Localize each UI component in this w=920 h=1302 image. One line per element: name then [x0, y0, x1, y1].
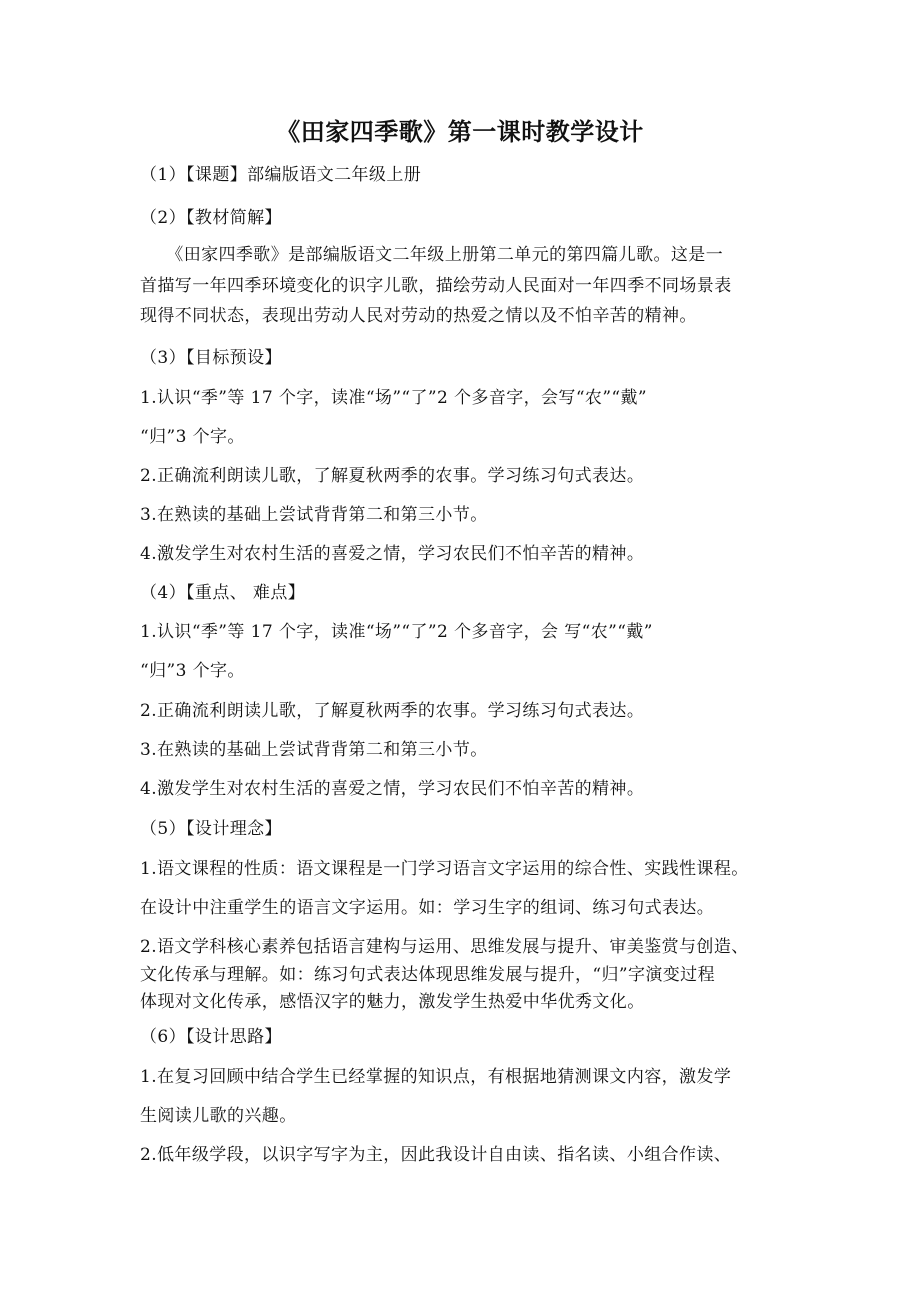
section-heading-material: （2）【教材简解】 [140, 208, 282, 228]
intro-line: 现得不同状态，表现出劳动人民对劳动的热爱之情以及不怕辛苦的精神。 [140, 306, 697, 326]
section-heading-goals: （3）【目标预设】 [140, 348, 282, 368]
concept-item: 体现对文化传承，感悟汉字的魅力，激发学生热爱中华优秀文化。 [140, 992, 645, 1012]
keypoint-item: “归”3 个字。 [140, 661, 245, 681]
plan-item: 生阅读儿歌的兴趣。 [140, 1106, 297, 1126]
plan-item: 2.低年级学段，以识字写字为主，因此我设计自由读、指名读、小组合作读、 [140, 1145, 732, 1165]
section-heading-plan: （6）【设计思路】 [140, 1027, 282, 1047]
goal-item: “归”3 个字。 [140, 427, 245, 447]
concept-item: 1.语文课程的性质：语文课程是一门学习语言文字运用的综合性、实践性课程。 [140, 859, 749, 879]
section-heading-topic: （1）【课题】部编版语文二年级上册 [140, 165, 422, 185]
keypoint-item: 2.正确流利朗读儿歌，了解夏秋两季的农事。学习练习句式表达。 [140, 701, 645, 721]
keypoint-item: 1.认识“季”等 17 个字，读准“场”“了”2 个多音字，会 写“农”“戴” [140, 622, 653, 642]
section-heading-concept: （5）【设计理念】 [140, 819, 282, 839]
intro-line: 《田家四季歌》是部编版语文二年级上册第二单元的第四篇儿歌。这是一 [140, 245, 724, 265]
goal-item: 3.在熟读的基础上尝试背背第二和第三小节。 [140, 505, 488, 525]
concept-item: 在设计中注重学生的语言文字运用。如：学习生字的组词、练习句式表达。 [140, 898, 715, 918]
concept-item: 2.语文学科核心素养包括语言建构与运用、思维发展与提升、审美鉴赏与创造、 [140, 937, 749, 957]
concept-item: 文化传承与理解。如：练习句式表达体现思维发展与提升，“归”字演变过程 [140, 965, 715, 985]
keypoint-item: 3.在熟读的基础上尝试背背第二和第三小节。 [140, 740, 488, 760]
section-heading-keypoints: （4）【重点、 难点】 [140, 583, 306, 603]
page-title: 《田家四季歌》第一课时教学设计 [276, 118, 644, 146]
goal-item: 2.正确流利朗读儿歌，了解夏秋两季的农事。学习练习句式表达。 [140, 466, 645, 486]
goal-item: 1.认识“季”等 17 个字，读准“场”“了”2 个多音字，会写“农”“戴” [140, 388, 647, 408]
plan-item: 1.在复习回顾中结合学生已经掌握的知识点，有根据地猜测课文内容，激发学 [140, 1067, 732, 1087]
intro-line: 首描写一年四季环境变化的识字儿歌，描绘劳动人民面对一年四季不同场景表 [140, 276, 732, 296]
keypoint-item: 4.激发学生对农村生活的喜爱之情，学习农民们不怕辛苦的精神。 [140, 779, 645, 799]
goal-item: 4.激发学生对农村生活的喜爱之情，学习农民们不怕辛苦的精神。 [140, 544, 645, 564]
